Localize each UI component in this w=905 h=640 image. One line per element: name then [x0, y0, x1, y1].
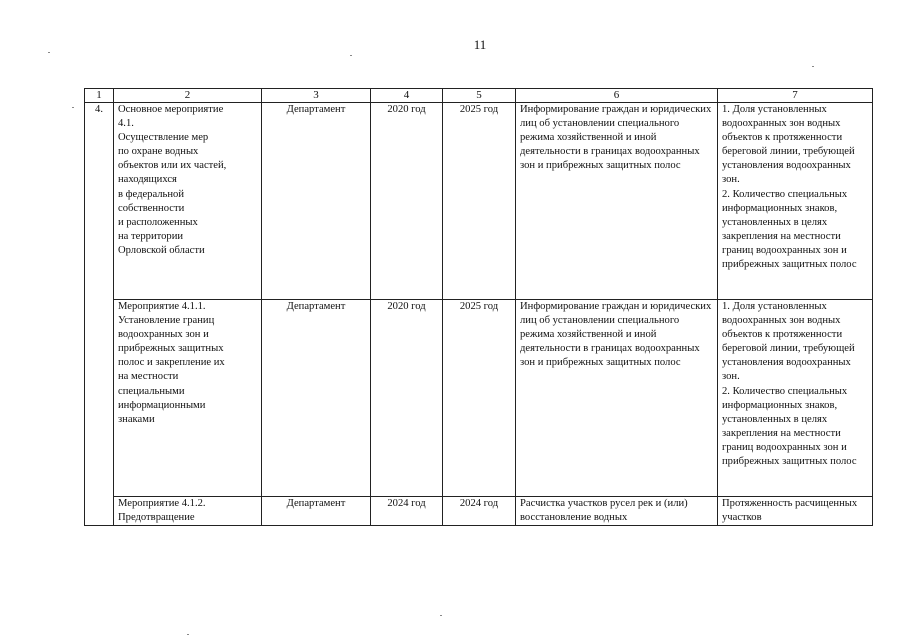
indicators-cell: 1. Доля установленных водоохранных зон водных объектов к протяженности береговой линии, требующей установления водоохранных зон. 2. Количество специальных информационных знаков, установленных в целях закрепления на местности границ водоохранных зон и прибрежных защитных полос	[718, 300, 873, 497]
scan-speck	[440, 615, 442, 616]
column-header: 1	[85, 89, 114, 103]
header-row	[85, 89, 873, 103]
result-cell: Информирование граждан и юридических лиц об установлении специального режима хозяйственной и иной деятельности в границах водоохранных зон и прибрежных защитных полос	[516, 300, 718, 497]
scan-speck	[350, 55, 352, 56]
measures-table	[84, 88, 873, 526]
table-row	[85, 300, 873, 497]
page-number: 11	[473, 37, 487, 52]
result-cell: Расчистка участков русел рек и (или) восстановление водных	[516, 497, 718, 526]
end-year-cell: 2025 год	[443, 300, 516, 497]
executor-cell: Департамент	[262, 103, 371, 300]
start-year-cell: 2024 год	[371, 497, 443, 526]
measure-name-cell: Мероприятие 4.1.1. Установление границ водоохранных зон и прибрежных защитных полос и закрепление их на местности специальными информационными знаками	[114, 300, 262, 497]
scan-speck	[72, 107, 74, 108]
executor-cell: Департамент	[262, 497, 371, 526]
scan-speck	[812, 66, 814, 67]
result-cell: Информирование граждан и юридических лиц об установлении специального режима хозяйственной и иной деятельности в границах водоохранных зон и прибрежных защитных полос	[516, 103, 718, 300]
measure-name-cell: Мероприятие 4.1.2. Предотвращение	[114, 497, 262, 526]
table-row	[85, 497, 873, 526]
column-header: 4	[371, 89, 443, 103]
indicators-cell: 1. Доля установленных водоохранных зон водных объектов к протяженности береговой линии, требующей установления водоохранных зон. 2. Количество специальных информационных знаков, установленных в целях закрепления на местности границ водоохранных зон и прибрежных защитных полос	[718, 103, 873, 300]
scan-speck	[48, 52, 50, 53]
column-header: 7	[718, 89, 873, 103]
group-number-cell: 4.	[85, 103, 114, 526]
column-header: 3	[262, 89, 371, 103]
indicators-cell: Протяженность расчищенных участков	[718, 497, 873, 526]
column-header: 5	[443, 89, 516, 103]
executor-cell: Департамент	[262, 300, 371, 497]
column-header: 6	[516, 89, 718, 103]
end-year-cell: 2025 год	[443, 103, 516, 300]
end-year-cell: 2024 год	[443, 497, 516, 526]
start-year-cell: 2020 год	[371, 103, 443, 300]
column-header: 2	[114, 89, 262, 103]
scan-speck	[187, 634, 189, 635]
table-row	[85, 103, 873, 300]
measure-name-cell: Основное мероприятие 4.1. Осуществление мер по охране водных объектов или их частей, находящихся в федеральной собственности и расположенных на территории Орловской области	[114, 103, 262, 300]
start-year-cell: 2020 год	[371, 300, 443, 497]
